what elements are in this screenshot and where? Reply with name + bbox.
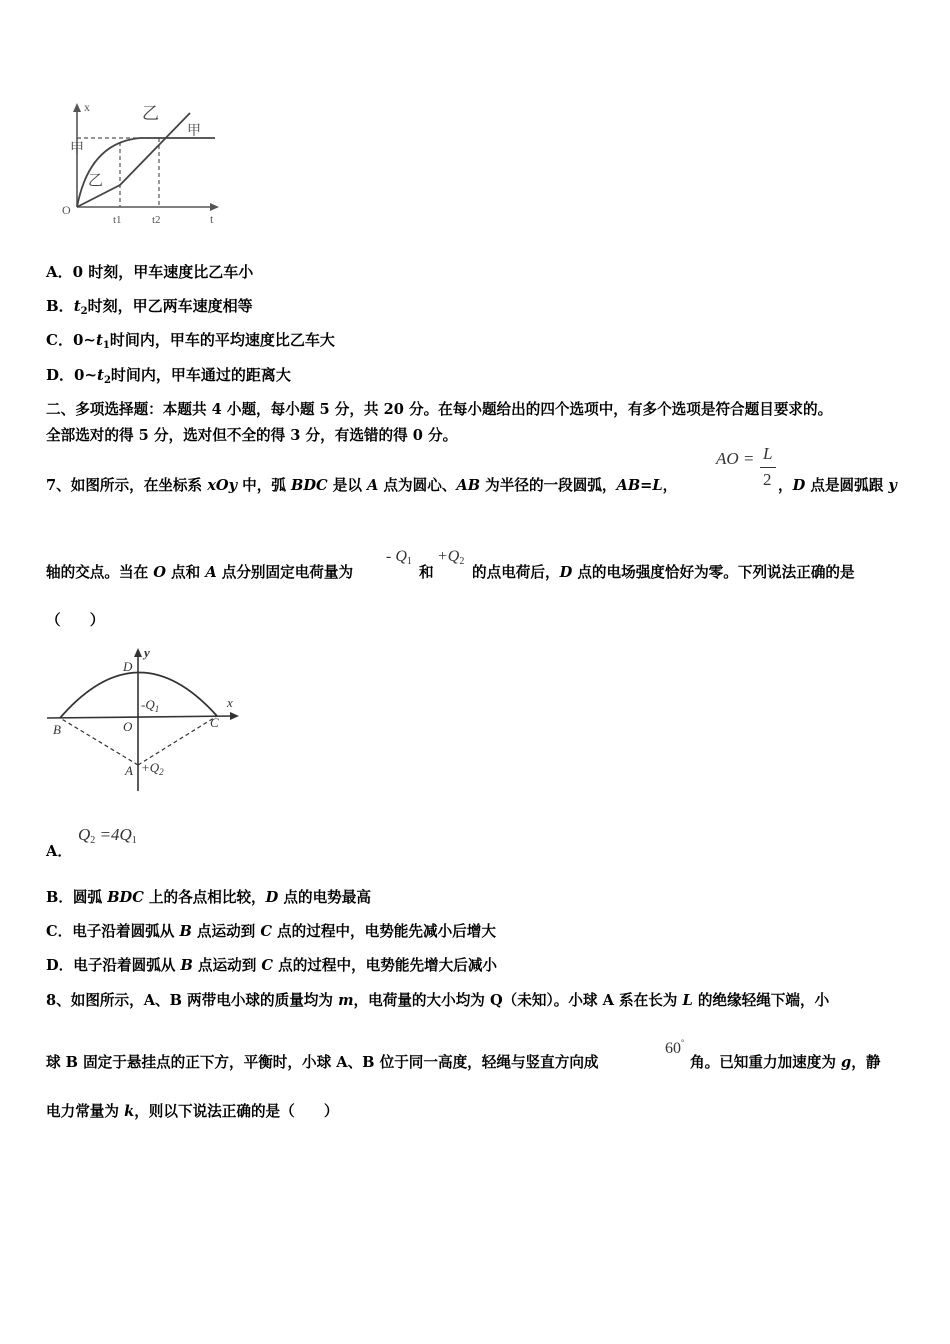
q7-a2: A xyxy=(205,564,217,581)
q7-option-d xyxy=(46,954,497,975)
q8-angle-degree: ° xyxy=(681,1038,685,1047)
q7-option-a-sub1: 2 xyxy=(90,835,96,846)
q6-option-a: A．0 时刻，甲车速度比乙车小 xyxy=(46,263,254,281)
q8-l2-b: 角。已知重力加速度为 xyxy=(690,1054,842,1071)
q7-q2-sub: 2 xyxy=(459,556,465,567)
yi-label-left: 乙 xyxy=(88,173,104,189)
q8-k: k xyxy=(124,1103,135,1120)
q7-line2 xyxy=(46,561,353,582)
q7-l2-c: 点分别固定电荷量为 xyxy=(216,564,354,581)
q7-formula-denominator: 2 xyxy=(763,470,772,489)
q6-option-b-label: B． xyxy=(46,297,74,315)
q7-l2-f: 点的电场强度恰好为零。下列说法正确的是 xyxy=(572,564,855,581)
q7-y: y xyxy=(888,477,897,494)
fig2-a-label: A xyxy=(125,763,133,778)
fig2-y-label: y xyxy=(144,645,150,660)
q7-q1: - Q xyxy=(386,548,407,565)
q8-line1 xyxy=(46,989,829,1010)
q7-l1-d: 点为圆心、 xyxy=(378,477,457,494)
q7-line1 xyxy=(46,474,677,495)
q7-l1-a: 7、如图所示，在坐标系 xyxy=(46,477,208,494)
q7-l2-e: 的点电荷后， xyxy=(472,564,560,581)
fig2-x-axis xyxy=(47,716,235,718)
q7-option-b-b: 上的各点相比较， xyxy=(143,889,266,906)
q6-option-c-text: 时间内，甲车的平均速度比乙车大 xyxy=(109,331,335,349)
q6-option-d-text: 时间内，甲车通过的距离大 xyxy=(110,366,291,384)
t2-label: t2 xyxy=(152,214,161,226)
q8-l2-c: ，静 xyxy=(851,1054,881,1071)
q7-ao-formula xyxy=(716,449,754,469)
q7-option-a-mid: =4Q xyxy=(95,825,132,844)
q7-option-d-b-pt: B xyxy=(180,957,193,974)
q7-q2: +Q xyxy=(437,548,460,565)
q7-option-a-formula xyxy=(78,825,137,846)
q6-option-d-label: D．0~ xyxy=(46,366,98,384)
q6-option-d xyxy=(46,364,291,386)
q6-option-c xyxy=(46,329,335,351)
q8-l1-c: 的绝缘轻绳下端，小 xyxy=(692,992,830,1009)
fig2-o-label: O xyxy=(123,719,133,734)
fig2-y-arrow xyxy=(134,648,142,657)
q8-angle xyxy=(665,1038,684,1058)
q7-option-a-sub2: 1 xyxy=(131,835,137,846)
jia-label-right: 甲 xyxy=(187,124,201,139)
fig2-b-label: B xyxy=(53,722,61,737)
q7-option-b-c: 点的电势最高 xyxy=(278,889,371,906)
q6-option-c-var: t xyxy=(95,331,103,349)
q7-option-c xyxy=(46,920,496,941)
q7-option-c-b: 点运动到 xyxy=(191,923,261,940)
x-axis-arrow xyxy=(73,103,81,112)
q8-l3-a: 电力常量为 xyxy=(46,1103,125,1120)
q7-option-b-a: B．圆弧 xyxy=(46,889,108,906)
q7-q2-expr xyxy=(437,548,464,567)
q7-option-c-a: C．电子沿着圆弧从 xyxy=(46,923,180,940)
q7-l2-a: 轴的交点。当在 xyxy=(46,564,154,581)
fig2-c-label: C xyxy=(210,715,219,730)
q7-abl: AB=L xyxy=(616,477,663,494)
q8-l1-b: ，电荷量的大小均为 Q（未知）。小球 A 系在长为 xyxy=(353,992,683,1009)
fig2-q1-label: $-Q_1$ xyxy=(141,697,160,714)
q7-option-b-d: D xyxy=(265,889,279,906)
q7-formula-bar xyxy=(760,467,776,468)
q7-q1-sub: 1 xyxy=(406,556,412,567)
q8-l1-a: 8、如图所示，A、B 两带电小球的质量均为 xyxy=(46,992,339,1009)
section2-line1: 二、多项选择题：本题共 4 小题，每小题 5 分，共 20 分。在每小题给出的四个选项中，有多个选项是符合题目要求的。 xyxy=(46,401,833,418)
xt-graph-figure xyxy=(50,95,235,230)
q7-line1-tail xyxy=(778,474,897,495)
q6-option-b-sub: 2 xyxy=(80,306,88,317)
q7-l2-b: 点和 xyxy=(165,564,206,581)
q7-option-d-a: D．电子沿着圆弧从 xyxy=(46,957,181,974)
q7-q1-expr xyxy=(386,548,412,567)
q8-m: m xyxy=(338,992,354,1009)
q6-option-b xyxy=(46,295,253,317)
q7-o: O xyxy=(153,564,166,581)
jia-label-left: 甲 xyxy=(70,142,84,157)
q7-d: D xyxy=(792,477,806,494)
q7-option-d-c: 点的过程中，电势能先增大后减小 xyxy=(273,957,498,974)
q7-xoy: xOy xyxy=(207,477,238,494)
q8-line2-tail xyxy=(690,1051,880,1072)
yi-label-top: 乙 xyxy=(142,104,159,123)
q7-d2: D xyxy=(559,564,573,581)
q8-l: L xyxy=(682,992,693,1009)
fig2-x-label: x xyxy=(227,695,233,710)
q7-option-a-label: A． xyxy=(46,843,72,860)
q6-option-d-var: t xyxy=(97,366,104,384)
yi-line xyxy=(77,113,190,207)
q6-option-c-label: C．0~ xyxy=(46,331,96,349)
arc-field-figure xyxy=(45,643,245,793)
q7-ab: AB xyxy=(456,477,481,494)
q7-option-d-b: 点运动到 xyxy=(192,957,262,974)
fig2-d-label: D xyxy=(123,659,133,674)
q8-angle-value: 60 xyxy=(665,1040,681,1057)
q8-line2: 球 B 固定于悬挂点的正下方，平衡时，小球 A、B 位于同一高度，轻绳与竖直方向成 xyxy=(46,1054,599,1071)
q6-option-b-text: 时刻，甲乙两车速度相等 xyxy=(87,297,253,315)
fig2-q2-label: $+Q_2$ xyxy=(141,760,164,777)
q7-l1-e: 为半径的一段圆弧， xyxy=(480,477,617,494)
origin-label: O xyxy=(62,203,71,217)
section2-line2: 全部选对的得 5 分，选对但不全的得 3 分，有选错的得 0 分。 xyxy=(46,427,458,444)
radius-ac xyxy=(138,716,217,765)
q7-answer-paren: （ ） xyxy=(46,612,105,629)
q7-a: A xyxy=(367,477,379,494)
q7-l1-h: 点是圆弧跟 xyxy=(805,477,889,494)
q6-option-b-var: t xyxy=(73,297,81,315)
fig2-x-arrow xyxy=(230,712,239,720)
q7-formula-numerator: L xyxy=(763,444,773,463)
t1-label: t1 xyxy=(113,214,122,226)
q7-line2-tail xyxy=(472,561,855,582)
q6-option-c-sub: 1 xyxy=(102,340,110,351)
q7-option-a-q2: Q xyxy=(78,825,91,844)
q7-option-d-c-pt: C xyxy=(261,957,274,974)
t-axis-label: t xyxy=(210,212,214,226)
q7-bdc: BDC xyxy=(291,477,328,494)
t-axis-arrow xyxy=(210,203,219,211)
q7-option-c-c: 点的过程中，电势能先减小后增大 xyxy=(271,923,496,940)
q7-l1-g: ， xyxy=(778,477,793,494)
q7-l1-f: ， xyxy=(662,477,678,494)
q7-option-c-c-pt: C xyxy=(260,923,272,940)
q7-l1-b: 中，弧 xyxy=(237,477,292,494)
q7-he: 和 xyxy=(419,564,434,581)
x-axis-label: x xyxy=(84,100,90,114)
q7-l1-c: 是以 xyxy=(327,477,368,494)
q7-option-b xyxy=(46,886,371,907)
q6-option-d-sub: 2 xyxy=(103,375,111,386)
q7-formula-lhs: AO = xyxy=(716,449,755,468)
q7-option-c-b-pt: B xyxy=(179,923,192,940)
q7-option-b-bdc: BDC xyxy=(107,889,144,906)
q8-l3-b: ，则以下说法正确的是（ ） xyxy=(134,1103,339,1120)
q8-line3 xyxy=(46,1100,339,1121)
q8-g: g xyxy=(841,1054,852,1071)
